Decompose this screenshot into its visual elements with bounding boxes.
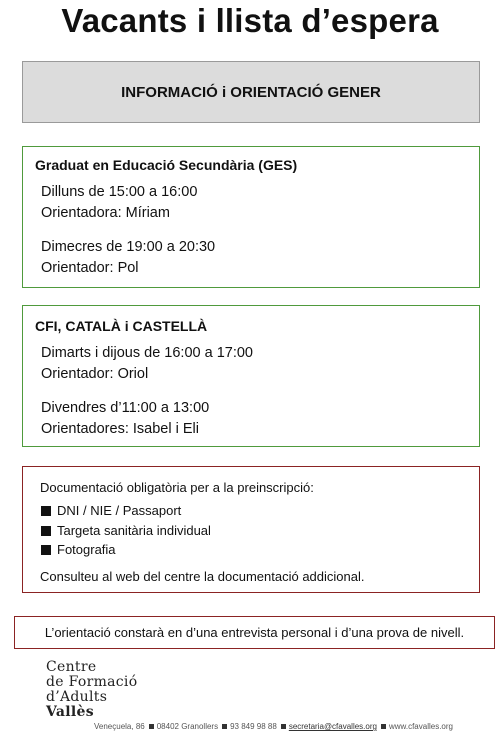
logo-line: Vallès	[46, 704, 94, 720]
documentation-box	[22, 466, 480, 593]
schedule-line: Orientadores: Isabel i Eli	[41, 421, 199, 437]
section-header-label: INFORMACIÓ i ORIENTACIÓ GENER	[121, 83, 381, 101]
logo-line: d’Adults	[46, 689, 108, 705]
schedule-line: Dilluns de 15:00 a 16:00	[41, 184, 198, 200]
footer-email-link[interactable]: secretaria@cfavalles.org	[288, 722, 377, 731]
schedule-line: Dimecres de 19:00 a 20:30	[41, 239, 216, 255]
page-title: Vacants i llista d’espera	[61, 2, 439, 39]
footer-address: Veneçuela, 86	[94, 722, 145, 731]
bullet-icon	[381, 724, 386, 729]
square-bullet-icon	[41, 506, 51, 516]
footer-postal: 08402 Granollers	[156, 722, 219, 731]
list-item: DNI / NIE / Passaport	[41, 503, 181, 518]
orientation-note	[14, 616, 495, 649]
list-item: Fotografia	[41, 542, 116, 557]
logo-line: Centre	[46, 659, 97, 675]
box-title: Graduat en Educació Secundària (GES)	[35, 157, 298, 173]
list-item: Targeta sanitària individual	[41, 523, 211, 538]
logo-line: de Formació	[46, 674, 138, 690]
bullet-icon	[149, 724, 154, 729]
documentation-note: Consulteu al web del centre la documentació addicional.	[40, 569, 365, 584]
contact-footer	[94, 722, 453, 731]
schedule-box-ges	[22, 146, 480, 288]
box-title: CFI, CATALÀ i CASTELLÀ	[35, 318, 208, 334]
schedule-line: Orientador: Oriol	[41, 366, 149, 382]
schedule-box-cfi	[22, 305, 480, 447]
schedule-line: Orientador: Pol	[41, 260, 139, 276]
footer-web-link[interactable]: www.cfavalles.org	[388, 722, 453, 731]
schedule-line: Dimarts i dijous de 16:00 a 17:00	[41, 345, 253, 361]
documentation-intro: Documentació obligatòria per a la preinscripció:	[40, 480, 314, 495]
bullet-icon	[222, 724, 227, 729]
bullet-icon	[281, 724, 286, 729]
footer-phone: 93 849 98 88	[230, 722, 277, 731]
schedule-line: Divendres d’11:00 a 13:00	[41, 400, 210, 416]
square-bullet-icon	[41, 526, 51, 536]
section-header	[22, 61, 480, 123]
schedule-line: Orientadora: Míriam	[41, 205, 170, 221]
orientation-note-text: L’orientació constarà en d’una entrevista personal i d’una prova de nivell.	[44, 625, 465, 640]
centre-logo	[46, 660, 137, 720]
square-bullet-icon	[41, 545, 51, 555]
